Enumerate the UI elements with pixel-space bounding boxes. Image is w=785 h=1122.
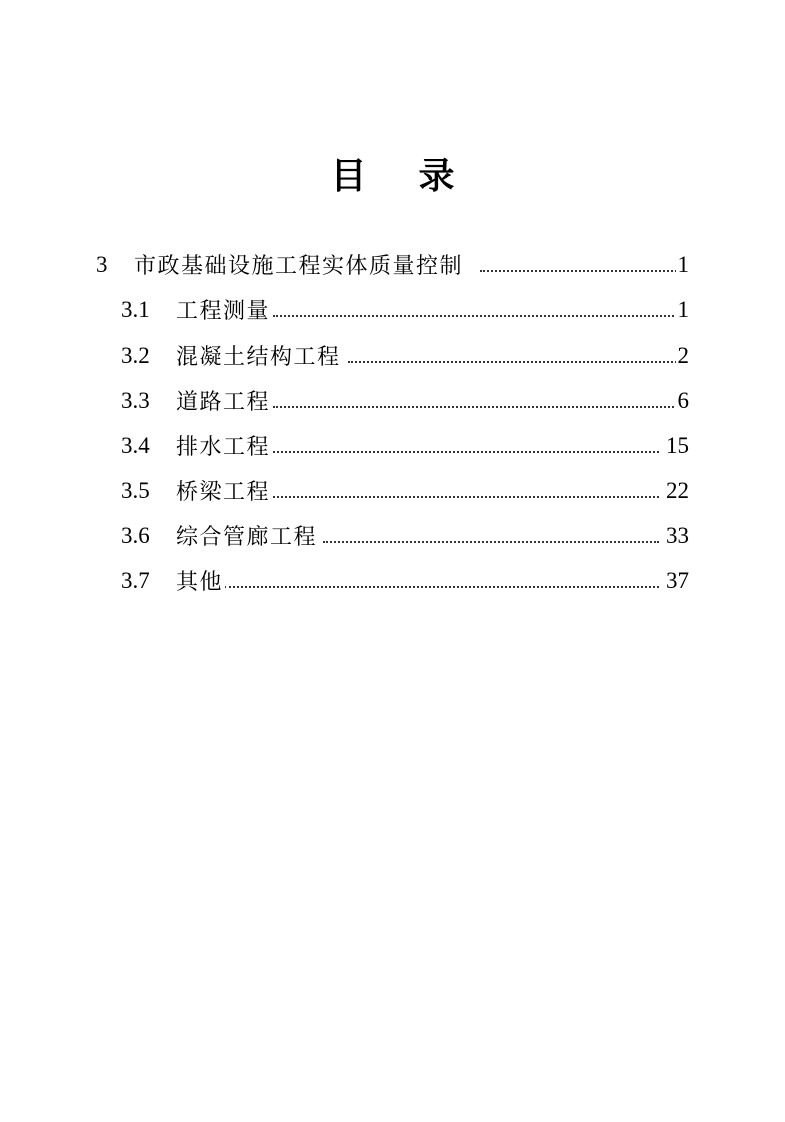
toc-leader-dots — [273, 449, 659, 453]
toc-entry-page: 37 — [666, 567, 689, 593]
toc-leader-dots — [273, 313, 681, 317]
toc-entry-label: 道路工程 — [176, 385, 272, 416]
toc-entry[interactable] — [0, 378, 785, 423]
title-char-2: 录 — [418, 156, 455, 197]
toc-leader-dots — [273, 404, 681, 408]
title-char-1: 目 — [330, 156, 367, 197]
toc-leader-dots — [348, 359, 681, 363]
toc-entry-label: 综合管廊工程 — [176, 520, 319, 551]
toc-entry-page: 1 — [677, 251, 689, 277]
toc-entry[interactable] — [0, 468, 785, 513]
toc-entry-page: 15 — [666, 432, 689, 458]
toc-entry-page: 1 — [677, 296, 689, 322]
toc-leader-dots — [480, 268, 681, 272]
page-title — [0, 148, 785, 199]
toc-entry-label: 排水工程 — [176, 430, 272, 461]
toc-entry-number: 3 — [96, 251, 108, 277]
toc-entry[interactable] — [0, 333, 785, 378]
toc-entry-page: 22 — [666, 477, 689, 503]
toc-entry[interactable] — [0, 287, 785, 332]
toc-entry-label: 其他 — [176, 565, 225, 596]
toc-entry-number: 3.1 — [121, 296, 150, 322]
toc-leader-dots — [323, 539, 659, 543]
toc-entry-number: 3.3 — [121, 387, 150, 413]
toc-entry-number: 3.6 — [121, 522, 150, 548]
toc-leader-dots — [273, 494, 659, 498]
toc-entry-label: 市政基础设施工程实体质量控制 — [134, 249, 465, 280]
toc-entry[interactable] — [0, 423, 785, 468]
toc-entry[interactable] — [0, 242, 785, 287]
toc-entry-number: 3.2 — [121, 342, 150, 368]
toc-entry[interactable] — [0, 513, 785, 558]
toc-entry-page: 2 — [677, 342, 689, 368]
toc-entry-number: 3.4 — [121, 432, 150, 458]
toc-entry-number: 3.7 — [121, 567, 150, 593]
toc-entry-label: 混凝土结构工程 — [176, 340, 343, 371]
toc-entry[interactable] — [0, 558, 785, 603]
toc-entry-number: 3.5 — [121, 477, 150, 503]
toc-entry-label: 工程测量 — [176, 294, 272, 325]
toc-leader-dots — [224, 584, 659, 588]
toc-entry-page: 6 — [677, 387, 689, 413]
toc-entry-page: 33 — [666, 522, 689, 548]
toc-entry-label: 桥梁工程 — [176, 475, 272, 506]
